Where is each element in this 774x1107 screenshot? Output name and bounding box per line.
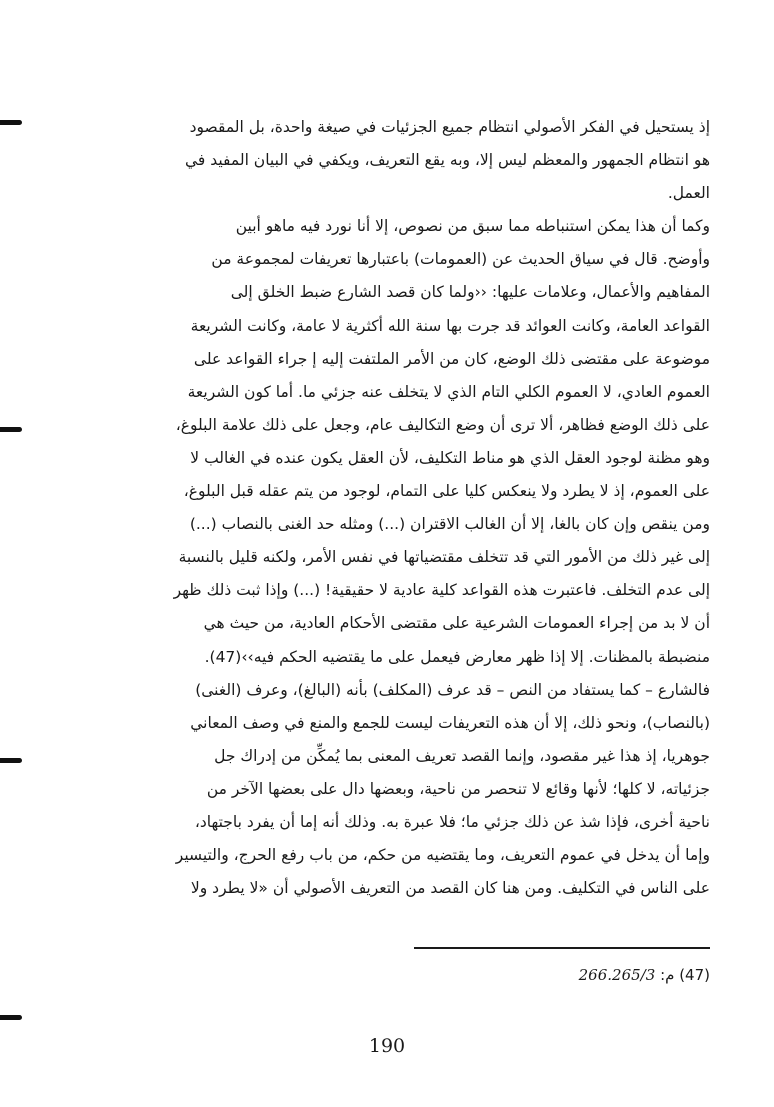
- text-line: وهو مظنة لوجود العقل الذي هو مناط التكليف، لأن العقل يكون عنده في الغالب لا: [190, 448, 710, 467]
- footnote-number: (47): [679, 966, 710, 984]
- text-line: فالشارع – كما يستفاد من النص – قد عرف (المكلف) بأنه (البالغ)، وعرف (الغنى): [195, 680, 710, 699]
- text-line: إلى غير ذلك من الأمور التي قد تتخلف مقتضياتها في نفس الأمر، ولكنه قليل بالنسبة: [178, 548, 710, 567]
- text-line: جزئياته، لا كلها؛ لأنها وقائع لا تنحصر من ناحية، وبعضها دال على بعضها الآخر من: [206, 779, 710, 798]
- main-text-block: [92, 111, 710, 905]
- text-line: القواعد العامة، وكانت العوائد قد جرت بها سنة الله أكثرية لا عامة، وكانت الشريعة: [190, 316, 710, 335]
- text-line: إذ يستحيل في الفكر الأصولي انتظام جميع الجزئيات في صيغة واحدة، بل المقصود: [189, 118, 710, 136]
- text-line: ومن ينقص وإن كان بالغا، إلا أن الغالب الاقتران (...) ومثله حد الغنى بالنصاب (...): [189, 515, 710, 534]
- text-line: ناحية أخرى، فإذا شذ عن ذلك جزئي ما؛ فلا عبرة به. وذلك أنه إما أن يفرد باجتهاد،: [194, 812, 710, 831]
- footnote-reference: 266.265/3: [578, 966, 656, 984]
- page-number: 190: [368, 1035, 406, 1057]
- footnote-divider: [414, 947, 710, 949]
- text-line: أن لا بد من إجراء العمومات الشرعية على مقتضى الأحكام العادية، من حيث هي: [203, 614, 710, 633]
- scan-edge-mark: [0, 758, 22, 763]
- text-line: جوهريا، إذ هذا غير مقصود، وإنما القصد تعريف المعنى بما يُمكِّن من إدراك جل: [214, 746, 710, 765]
- scan-edge-mark: [0, 120, 22, 125]
- text-line: على الناس في التكليف. ومن هنا كان القصد من التعريف الأصولي أن «لا يطرد ولا: [190, 879, 710, 898]
- text-line: (بالنصاب)، ونحو ذلك، إلا أن هذه التعريفات ليست للجمع والمنع في وصف المعاني: [190, 713, 710, 732]
- text-line: منضبطة بالمظنات. إلا إذا ظهر معارض فيعمل على ما يقتضيه الحكم فيه››(47).: [204, 647, 710, 666]
- text-line: وإما أن يدخل في عموم التعريف، وما يقتضيه من حكم، من باب رفع الحرج، والتيسير: [175, 846, 710, 865]
- text-line: المفاهيم والأعمال، وعلامات عليها: ‹‹ولما كان قصد الشارع ضبط الخلق إلى: [230, 283, 710, 302]
- text-line: العموم العادي، لا العموم الكلي التام الذي لا يتخلف عنه جزئي ما. أما كون الشريعة: [187, 382, 710, 401]
- scan-edge-mark: [0, 427, 22, 432]
- footnote: [380, 962, 710, 988]
- scan-edge-mark: [0, 1015, 22, 1020]
- footnote-source: م:: [660, 966, 675, 984]
- text-line: على ذلك الوضع فظاهر، ألا ترى أن وضع التكاليف عام، وجعل على ذلك علامة البلوغ،: [175, 415, 710, 434]
- text-line: وكما أن هذا يمكن استنباطه مما سبق من نصوص، إلا أنا نورد فيه ماهو أبين: [235, 217, 710, 236]
- text-line: إلى عدم التخلف. فاعتبرت هذه القواعد كلية عادية لا حقيقية! (...) وإذا ثبت ذلك ظهر: [173, 581, 710, 600]
- text-line: موضوعة على مقتضى ذلك الوضع، كان من الأمر الملتفت إليه إ جراء القواعد على: [193, 349, 710, 368]
- text-line: وأوضح. قال في سياق الحديث عن (العمومات) باعتبارها تعريفات لمجموعة من: [211, 250, 710, 269]
- text-line: هو انتظام الجمهور والمعظم ليس إلا، وبه يقع التعريف، ويكفي في البيان المفيد في: [184, 151, 710, 170]
- text-line: العمل.: [667, 184, 710, 203]
- text-line: على العموم، إذ لا يطرد ولا ينعكس كليا على التمام، لوجود من يتم عقله قبل البلوغ،: [183, 482, 710, 501]
